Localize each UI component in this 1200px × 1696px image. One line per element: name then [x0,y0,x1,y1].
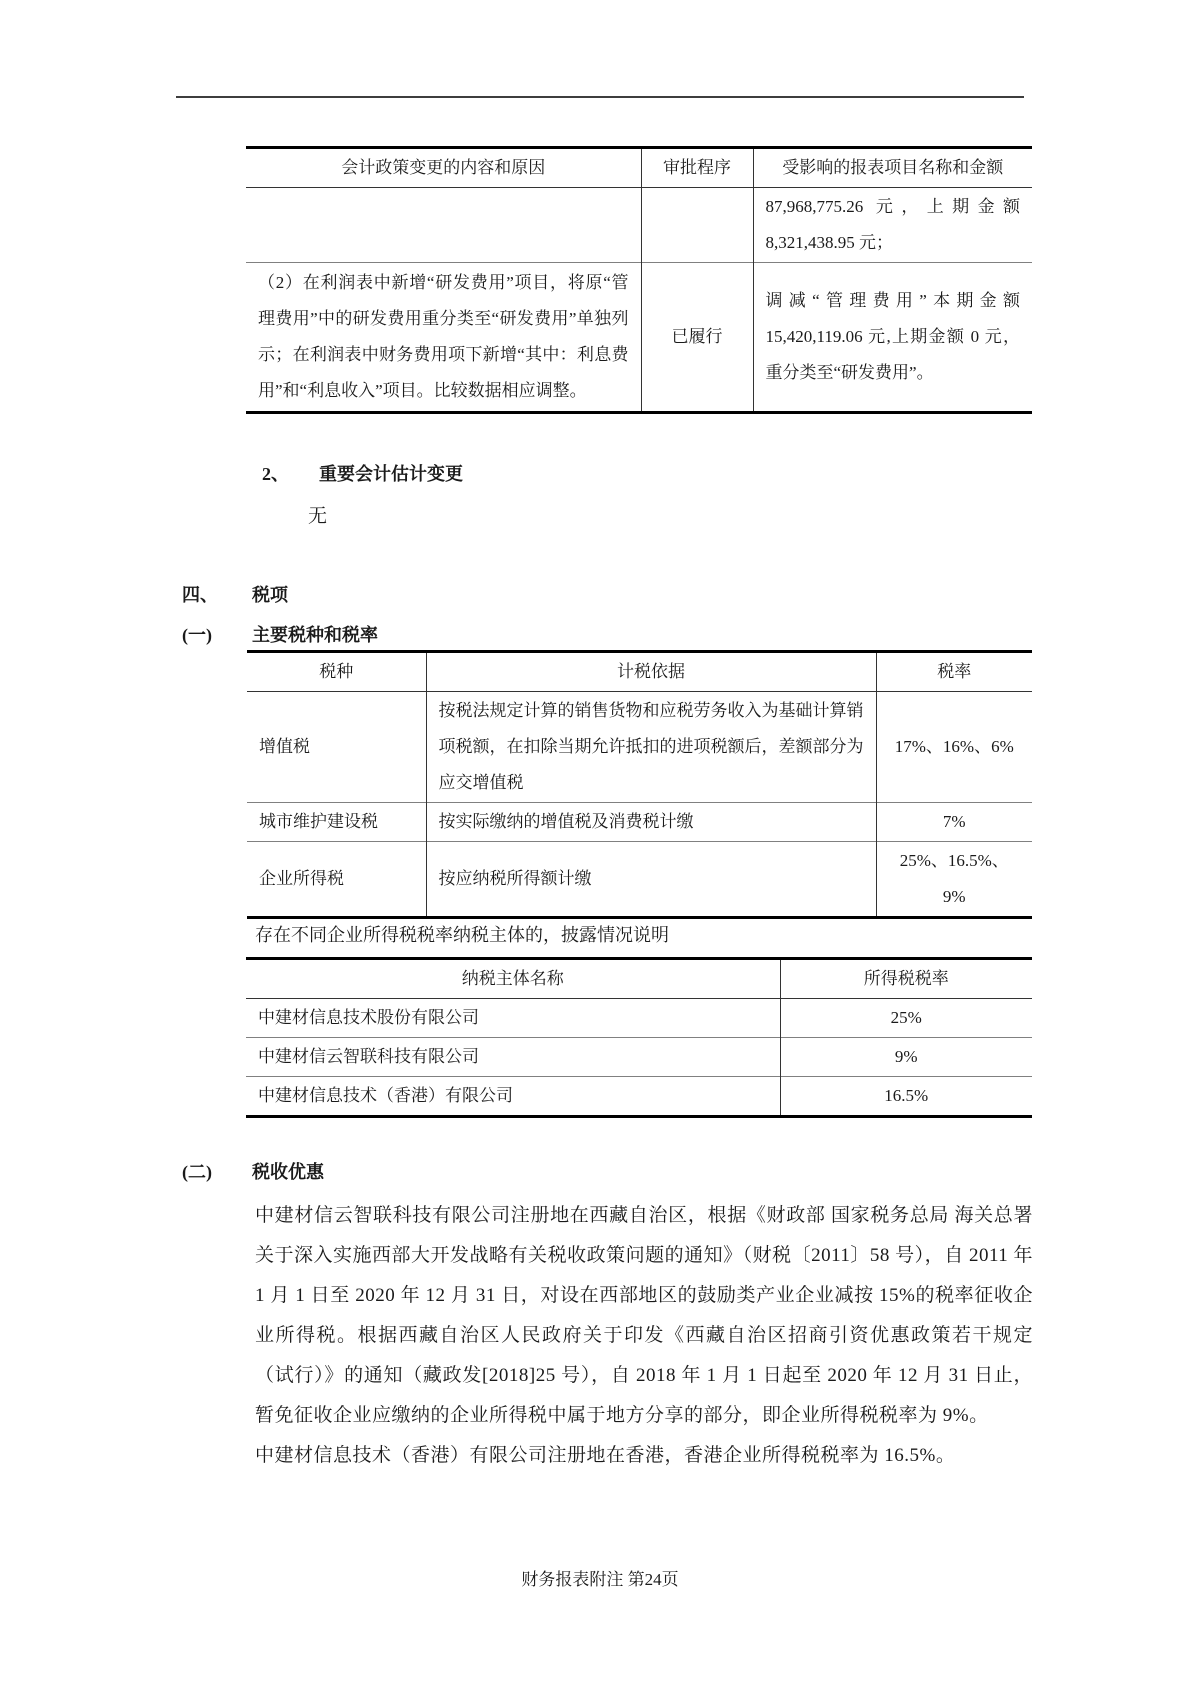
entity-name-cell: 中建材信息技术股份有限公司 [258,1008,479,1027]
entity-disclosure-caption: 存在不同企业所得税税率纳税主体的，披露情况说明 [255,925,669,945]
subsection-tax-incentive-heading [182,1160,324,1184]
column-header-tax-rate: 税率 [876,652,1032,692]
section-number: 四、 [182,585,218,605]
table-row [246,1038,1032,1077]
column-header-approval: 审批程序 [641,148,753,188]
entity-name-cell: 中建材信云智联科技有限公司 [258,1047,479,1066]
table-row [247,803,1032,842]
policy-change-table [246,146,1032,414]
subsection-number: (一) [182,625,212,645]
column-header-income-tax-rate: 所得税税率 [780,959,1032,999]
table-row [246,999,1032,1038]
subsection-main-tax-heading [182,623,378,647]
table-header-row [246,959,1032,999]
header-rule [176,96,1024,98]
section-estimate-body: 无 [308,506,328,527]
page-footer: 财务报表附注 第24页 [521,1570,679,1589]
section-tax-heading [182,583,288,607]
table-row [246,263,1032,413]
column-header-impact: 受影响的报表项目名称和金额 [753,148,1032,188]
tax-type-cell: 企业所得税 [259,869,344,888]
income-tax-rate-cell: 16.5% [780,1077,1032,1117]
table-row [247,842,1032,918]
main-tax-table [247,650,1032,919]
tax-rate-cell: 25%、16.5%、9% [876,842,1032,918]
entity-name-cell: 中建材信息技术（香港）有限公司 [258,1086,513,1105]
impact-cell: 调减“管理费用”本期金额 15,420,119.06 元,上期金额 0 元，重分类至“研发费用”。 [753,263,1032,413]
subsection-title: 主要税种和税率 [252,625,378,645]
tax-type-cell: 城市维护建设税 [259,812,378,831]
section-title: 重要会计估计变更 [319,464,463,484]
income-tax-rate-cell: 9% [780,1038,1032,1077]
tax-basis-cell: 按实际缴纳的增值税及消费税计缴 [426,803,876,842]
tax-rate-cell: 7% [876,803,1032,842]
tax-rate-cell: 17%、16%、6% [876,692,1032,803]
table-row [247,692,1032,803]
policy-content-cell [246,188,641,263]
entity-tax-table [246,957,1032,1118]
section-estimate-heading [262,462,463,486]
tax-incentive-paragraph-1: 中建材信云智联科技有限公司注册地在西藏自治区，根据《财政部 国家税务总局 海关总署 关于深入实施西部大开发战略有关税收政策问题的通知》（财税〔2011〕58 号），自 2011 年 1 月 1 日至 2020 年 12 月 31 日，对设在西部地区的鼓励类产业企业减按 15%的税率征收企业所得税。根据西藏自治区人民政府关于印发《西藏自治区招商引资优惠政策若干规定（试行）》的通知（藏政发[2018]25 号），自 2018 年 1 月 1 日起至 2020 年 12 月 31 日止，暂免征收企业应缴纳的企业所得税中属于地方分享的部分，即企业所得税税率为 9%。 [255,1205,1033,1426]
column-header-policy-content: 会计政策变更的内容和原因 [341,158,546,177]
tax-basis-cell: 按应纳税所得额计缴 [426,842,876,918]
impact-cell: 87,968,775.26 元，上期金额 8,321,438.95 元； [753,188,1032,263]
table-header-row [246,148,1032,188]
table-row [246,1077,1032,1117]
tax-incentive-paragraph-2: 中建材信息技术（香港）有限公司注册地在香港，香港企业所得税税率为 16.5%。 [255,1445,956,1466]
subsection-title: 税收优惠 [252,1162,324,1182]
income-tax-rate-cell: 25% [780,999,1032,1038]
tax-incentive-body [255,1196,1033,1476]
column-header-entity-name: 纳税主体名称 [461,969,564,988]
table-header-row [247,652,1032,692]
column-header-tax-basis: 计税依据 [426,652,876,692]
tax-basis-cell: 按税法规定计算的销售货物和应税劳务收入为基础计算销项税额，在扣除当期允许抵扣的进项税额后，差额部分为应交增值税 [426,692,876,803]
approval-cell: 已履行 [641,263,753,413]
approval-cell [641,188,753,263]
section-title: 税项 [252,585,288,605]
subsection-number: (二) [182,1162,212,1182]
column-header-tax-type: 税种 [319,662,354,681]
table-row [246,188,1032,263]
tax-type-cell: 增值税 [259,737,310,756]
section-number: 2、 [262,464,289,484]
policy-content-cell: （2）在利润表中新增“研发费用”项目，将原“管理费用”中的研发费用重分类至“研发费用”单独列示；在利润表中财务费用项下新增“其中：利息费用”和“利息收入”项目。比较数据相应调整。 [258,273,629,400]
